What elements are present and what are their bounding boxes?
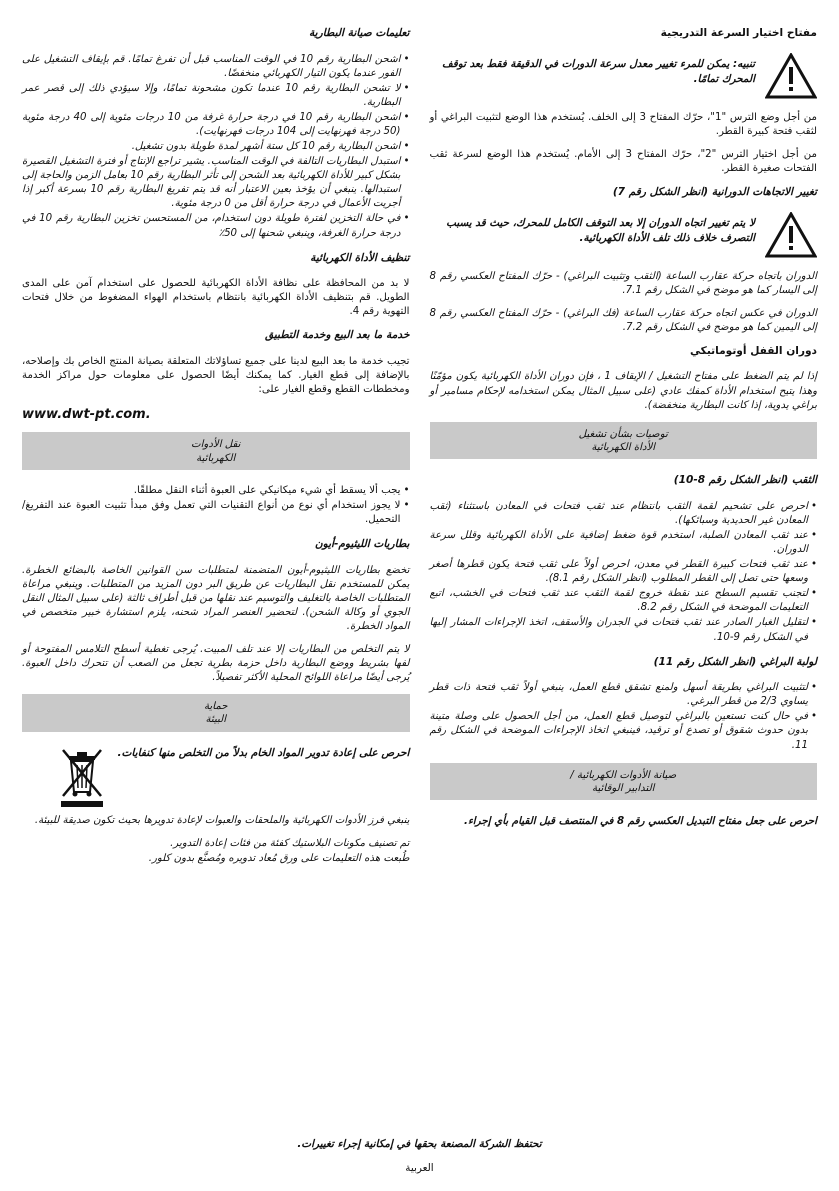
drilling-heading: الثقب (انظر الشكل رقم 8-10) <box>673 474 817 487</box>
crossed-bin-icon <box>55 746 109 808</box>
list-item: • لتجنب تقسيم السطح عند نقطة خروج لقمة الثقب عند ثقب فتحات في الخشب، اتبع التعليمات الموضحة في الشكل رقم 8.2. <box>430 587 818 615</box>
list-item: • عند ثقب المعادن الصلبة، استخدم قوة ضغط إضافية على الأداة الكهربائية وقلل سرعة الدوران. <box>430 529 818 557</box>
autolock-text: إذا لم يتم الضغط على مفتاح التشغيل / الإيقاف 1 ، فإن دوران الأداة الكهربائية يكون مؤمّنًا وهذا يتيح استخدام الأداة كمفك عادي (على سبيل المثال يمكن استخدامه لإحكام مسامير أو براغي يدوية، إذا كانت البطارية منخفضة). <box>429 371 817 411</box>
left-column <box>22 26 410 875</box>
gear-1-text: من أجل وضع الترس "1"، حرّك المفتاح 3 إلى الخلف. يُستخدم هذا الوضع لتثبيت البراغي أو لثقب فتحة كبيرة القطر. <box>429 111 817 137</box>
autolock-heading: دوران القفل أوتوماتيكي <box>689 344 817 357</box>
li-ion-text-2: لا يتم التخلص من البطاريات إلا عند تلف المبيت. يُرجى تغطية أسطح التلامس المفتوحة أو لفها بشريط ووضع البطارية داخل حزمة بطرية تجعل من الصعب أن تتحرك داخل العبوة. يُرجى أيضًا مراعاة اللوائح المحلية الأكثر تفصيلاً. <box>22 643 410 684</box>
speed-warning-text: تنبيه: يمكن للمرء تغيير معدل سرعة الدورات في الدقيقة فقط بعد توقف المحرك تمامًا. <box>442 57 755 85</box>
li-ion-text-1: تخضع بطاريات الليثيوم-أيون المتضمنة لمتطلبات سن القوانين الخاصة بالبضائع الخطرة. يمكن للمستخدم نقل البطاريات عن طريق البر دون المزيد من المتطلبات. وينبغي مراعاة المتطلبات الخاصة بالتغليف والتوسيم عند نقلها من قبل أطراف ثالثة (على سبيل المثال النقل الجوي أو وكالة الشحن). لتحضير العنصر المراد شحنه، يلزم استشارة خبير متخصص في المواد الخطرة. <box>22 564 410 632</box>
environment-text-2: تم تصنيف مكونات البلاستيك كفئة من فئات إعادة التدوير. <box>170 837 410 849</box>
gear-2-text: من أجل اختيار الترس "2"، حرّك المفتاح 3 إلى الأمام. يُستخدم هذا الوضع لسرعة ثقب الفتحات صغيرة القطر. <box>429 148 817 174</box>
transport-band <box>22 432 410 470</box>
rotation-heading: تغيير الاتجاهات الدورانية (انظر الشكل رقم 7) <box>612 185 817 198</box>
warning-triangle-icon <box>765 212 817 258</box>
list-item: • لتقليل الغبار الصادر عند ثقب فتحات في الجدران والأسقف، اتخذ الإجراءات المشار إليها في الشكل رقم 9-10. <box>430 616 818 644</box>
band-line-1: توصيات بشأن تشغيل <box>578 428 668 440</box>
cleaning-heading: تنظيف الأداة الكهربائية <box>310 251 410 264</box>
environment-text-1: ينبغي فرز الأدوات الكهربائية والملحقات والعبوات لإعادة تدويرها بحيث تكون صديقة للبيئة. <box>34 814 410 826</box>
list-item: • لتثبيت البراغي بطريقة أسهل ولمنع تشقق قطع العمل، ينبغي أولاً ثقب فتحة ذات قطر يساوي 2/3 من قطر البرغي. <box>430 681 818 709</box>
band-line-1: صيانة الأدوات الكهربائية / <box>570 769 677 781</box>
band-line-2: الأداة الكهربائية <box>591 441 656 453</box>
list-item: • لا تشحن البطارية رقم 10 عندما تكون مشحونة تمامًا، وإلا سيؤدي ذلك إلى قصر عمر البطارية. <box>22 82 410 110</box>
screwing-list <box>430 681 818 752</box>
clockwise-text: الدوران باتجاه حركة عقارب الساعة (الثقب وتثبيت البراغي) - حرّك المفتاح العكسي رقم 8 إلى اليسار كما هو موضح في الشكل رقم 7.1. <box>429 270 817 296</box>
environment-text-3: طُبعت هذه التعليمات على ورق مُعاد تدويره ومُصنَّع بدون كلور. <box>148 852 410 864</box>
battery-care-list <box>22 53 410 241</box>
band-line-1: نقل الأدوات <box>191 439 241 451</box>
band-line-2: الكهربائية <box>196 452 236 464</box>
list-item: • في حالة التخزين لفترة طويلة دون استخدام، من المستحسن تخزين البطارية رقم 10 في درجة حرارة الغرفة، وينبغي شحنها إلى 50٪ <box>22 212 410 240</box>
band-line-2: البيئة <box>205 714 227 726</box>
service-heading: خدمة ما بعد البيع وخدمة التطبيق <box>265 329 410 342</box>
manufacturer-changes-note: تحتفظ الشركة المصنعة بحقها في إمكانية إجراء تغييرات. <box>297 1138 542 1150</box>
drilling-list <box>430 500 818 645</box>
operation-recommendations-band <box>430 422 818 460</box>
service-url-link[interactable]: www.dwt-pt.com. <box>22 407 151 423</box>
two-columns <box>22 26 817 875</box>
service-text: تجيب خدمة ما بعد البيع لدينا على جميع تساؤلاتك المتعلقة بصيانة المنتج الخاص بك وإصلاحه، بالإضافة إلى قطع الغيار. كما يمكنك أيضًا الحصول على معلومات حول مراكز الخدمة ومخططات القطع وقطع الغيار على: <box>22 356 410 396</box>
maintenance-band <box>430 763 818 801</box>
screwing-heading: لولبة البراغي (انظر الشكل رقم 11) <box>653 655 817 668</box>
list-item: • احرص على تشحيم لقمة الثقب بانتظام عند ثقب فتحات في المعادن باستثناء (ثقب المعادن غير الحديدية وسبائكها). <box>430 500 818 528</box>
list-item: • في حال كنت تستعين بالبراغي لتوصيل قطع العمل، من أجل الحصول على وصلة متينة بدون حدوث شقوق أو تصدع أو ترقيد، فينبغي اتخاذ الإجراءات الموضحة في الشكل رقم 11. <box>430 710 818 752</box>
band-line-2: التدابير الوقائية <box>592 782 655 794</box>
rotation-warning-text: لا يتم تغيير اتجاه الدوران إلا بعد التوقف الكامل للمحرك، حيث قد يسبب التصرف خلاف ذلك تلف الأداة الكهربائية. <box>446 216 755 244</box>
list-item: • لا يجوز استخدام أي نوع من أنواع التقنيات التي تعمل وفق مبدأ تثبيت العبوة عند التفريغ/التحميل. <box>22 499 410 527</box>
rotation-warning <box>430 212 818 258</box>
maintenance-note: احرص على جعل مفتاح التبديل العكسي رقم 8 في المنتصف قبل القيام بأي إجراء. <box>464 815 817 828</box>
list-item: • اشحن البطارية رقم 10 في الوقت المناسب قبل أن تفرغ تمامًا. قم بإيقاف التشغيل على الفور عندما يكون التيار الكهربائي منخفضًا. <box>22 53 410 81</box>
battery-care-heading: تعليمات صيانة البطارية <box>308 27 410 39</box>
recycling-note: احرص على إعادة تدوير المواد الخام بدلاً من التخلص منها كنفايات. <box>117 746 410 759</box>
transport-list <box>22 484 410 527</box>
counterclockwise-text: الدوران في عكس اتجاه حركة عقارب الساعة (فك البراغي) - حرّك المفتاح العكسي رقم 8 إلى اليمين كما هو موضح في الشكل رقم 7.2. <box>429 307 817 333</box>
list-item: • عند ثقب فتحات كبيرة القطر في معدن، احرص أولاً على ثقب فتحة يكون قطرها أصغر وسعها حتى تصل إلى القطر المطلوب (انظر الشكل رقم 8.1). <box>430 558 818 586</box>
list-item: • استبدل البطاريات التالفة في الوقت المناسب. يشير تراجع الإنتاج أو فترة التشغيل القصيرة بشكل كبير للأداة الكهربائية بعد الشحن إلى تأثر البطارية رقم 10 بعامل الزمن والحاجة إلى استبدالها. ينبغي أن يؤخذ بعين الاعتبار أنه قد يتم تفريغ البطارية رقم 10 بسرعة أكبر إذا أجريت الأعمال في درجة حرارة أقل من 0 درجة مئوية. <box>22 155 410 211</box>
band-line-1: حماية <box>203 701 228 713</box>
list-item: • يجب ألا يسقط أي شيء ميكانيكي على العبوة أثناء النقل مطلقًا. <box>22 484 410 498</box>
warning-triangle-icon <box>765 53 817 99</box>
speed-switch-heading: مفتاح اختيار السرعة التدريجية <box>660 27 817 39</box>
li-ion-heading: بطاريات الليثيوم-أيون <box>314 537 410 550</box>
recycling-block <box>22 746 410 808</box>
list-item: • اشحن البطارية رقم 10 في درجة حرارة غرفة من 10 درجات مئوية إلى 40 درجة مئوية (50 درجة فهرنهايت إلى 104 درجات فهرنهايت). <box>22 111 410 139</box>
speed-warning <box>430 53 818 99</box>
environment-band <box>22 694 410 732</box>
cleaning-text: لا بد من المحافظة على نظافة الأداة الكهربائية للحصول على استخدام آمن على المدى الطويل. قم بتنظيف الأداة الكهربائية بانتظام باستخدام الهواء المضغوط من خلال فتحات التهوية رقم 4. <box>22 278 410 318</box>
list-item: • اشحن البطارية رقم 10 كل ستة أشهر لمدة طويلة بدون تشغيل. <box>22 140 410 154</box>
right-column <box>430 26 818 875</box>
page-language-label: العربية <box>405 1162 434 1174</box>
